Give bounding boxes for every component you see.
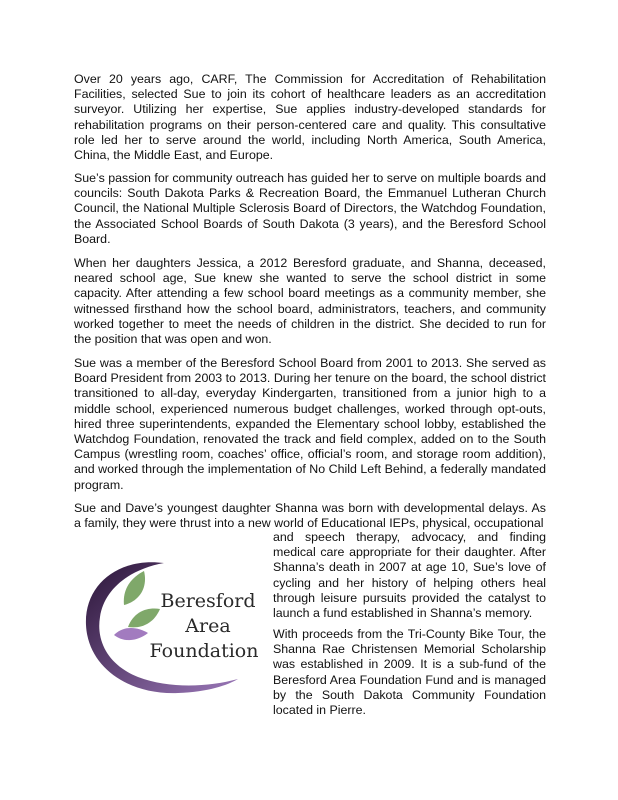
paragraph-scholarship: With proceeds from the Tri-County Bike Tour, the Shanna Rae Christensen Memorial Scholarship was established in 2009. It is a sub-fund of the Beresford Area Foundation Fund and is managed by the South Dakota Community Foundation located in Pierre. bbox=[273, 627, 546, 718]
paragraph-community-outreach: Sue’s passion for community outreach has guided her to serve on multiple boards and councils: South Dakota Parks & Recreation Board, the Emmanuel Lutheran Church Council, the National Multiple Sclerosis Board of Directors, the Watchdog Foundation, the Associated School Boards of South Dakota (3 years), and the Beresford School Board. bbox=[74, 171, 546, 246]
logo-text-foundation: Foundation bbox=[149, 640, 259, 662]
paragraph-daughters: When her daughters Jessica, a 2012 Beresford graduate, and Shanna, deceased, neared school age, Sue knew she wanted to serve the school district in some capacity. After attending a few school board meetings as a community member, she witnessed firsthand how the school board, administrators, teachers, and community worked together to meet the needs of children in the district. She decided to run for the position that was open and won. bbox=[74, 256, 546, 347]
paragraph-carf: Over 20 years ago, CARF, The Commission for Accreditation of Rehabilitation Facilities, selected Sue to join its cohort of healthcare leaders as an accreditation surveyor. Utilizing her expertise, Sue applies industry-developed standards for rehabilitation programs on their person-centered care and quality. This consultative role led her to serve around the world, including North America, South America, China, the Middle East, and Europe. bbox=[74, 72, 546, 163]
paragraph-school-board: Sue was a member of the Beresford School Board from 2001 to 2013. She served as Board President from 2003 to 2013. During her tenure on the board, the school district transitioned to all-day, everyday Kindergarten, transitioned from a junior high to a middle school, experienced numerous budget challenges, worked through opt-outs, hired three superintendents, expanded the Elementary school lobby, established the Watchdog Foundation, renovated the track and field complex, added on to the South Campus (wrestling room, coaches’ office, official’s room, and storage room addition), and worked through the implementation of No Child Left Behind, a federally mandated program. bbox=[74, 356, 546, 492]
paragraph-shanna-intro: Sue and Dave’s youngest daughter Shanna was born with developmental delays. As a family, they were thrust into a new world of Educational IEPs, physical, occupational bbox=[74, 501, 546, 531]
logo-text-area: Area bbox=[185, 615, 231, 637]
logo-text-beresford: Beresford bbox=[160, 590, 256, 612]
beresford-area-foundation-logo bbox=[78, 555, 268, 703]
paragraph-shanna-continued: and speech therapy, advocacy, and finding medical care appropriate for their daughter. After Shanna’s death in 2007 at age 10, Sue’s love of cycling and her history of helping others heal through leisure pursuits provided the catalyst to launch a fund established in Shanna’s memory. bbox=[273, 530, 546, 621]
